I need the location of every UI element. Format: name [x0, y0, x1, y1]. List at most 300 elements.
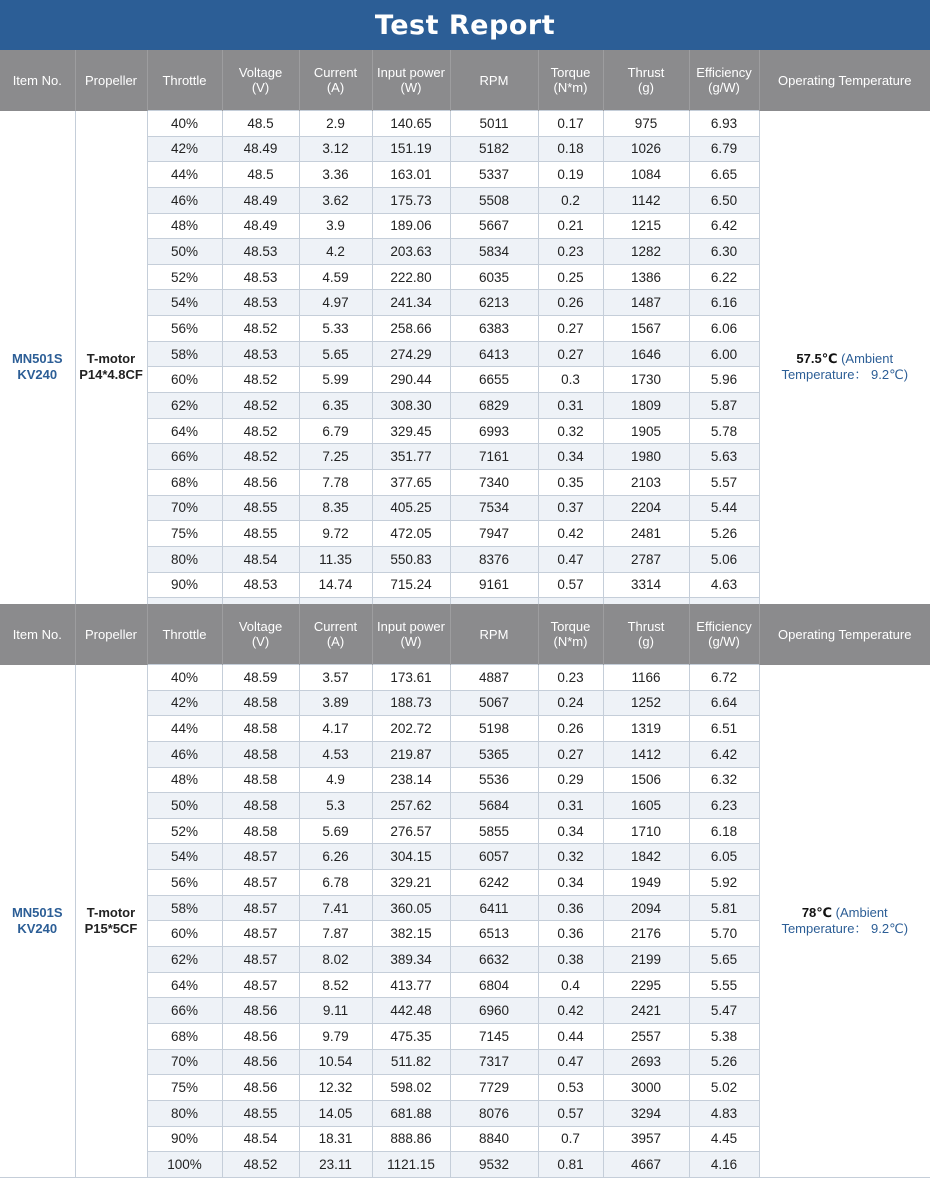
voltage-cell: 48.49: [222, 187, 299, 213]
operating-temperature-header: [759, 50, 930, 111]
input-power-cell: 511.82: [372, 1049, 450, 1075]
operating-temperature: [760, 905, 930, 937]
current-cell: 4.2: [299, 239, 372, 265]
torque-cell: 0.53: [538, 1075, 603, 1101]
input-power-cell: 550.83: [372, 546, 450, 572]
thrust-cell: 1215: [603, 213, 689, 239]
input-power-cell: 681.88: [372, 1100, 450, 1126]
temperature-value: 78℃: [802, 905, 832, 920]
header-label: Input power: [377, 65, 445, 80]
torque-header: [538, 604, 603, 665]
thrust-cell: 3314: [603, 572, 689, 598]
current-cell: 3.57: [299, 665, 372, 691]
voltage-header: [222, 50, 299, 111]
current-cell: 3.12: [299, 136, 372, 162]
current-cell: 6.79: [299, 418, 372, 444]
thrust-cell: 2693: [603, 1049, 689, 1075]
current-cell: 4.59: [299, 264, 372, 290]
throttle-cell: 80%: [147, 1100, 222, 1126]
throttle-cell: 66%: [147, 444, 222, 470]
input-power-cell: 888.86: [372, 1126, 450, 1152]
efficiency-cell: 5.78: [689, 418, 759, 444]
throttle-cell: 70%: [147, 495, 222, 521]
report-title: Test Report: [0, 0, 930, 50]
rpm-cell: 6413: [450, 341, 538, 367]
input-power-cell: 219.87: [372, 741, 450, 767]
rpm-cell: 6057: [450, 844, 538, 870]
current-cell: 11.35: [299, 546, 372, 572]
input-power-cell: 188.73: [372, 690, 450, 716]
current-header: [299, 604, 372, 665]
torque-cell: 0.17: [538, 111, 603, 137]
thrust-cell: 1506: [603, 767, 689, 793]
propeller-cell: [75, 665, 147, 1178]
thrust-cell: 2204: [603, 495, 689, 521]
voltage-cell: 48.57: [222, 870, 299, 896]
test-table: [0, 604, 930, 1178]
input-power-cell: 203.63: [372, 239, 450, 265]
rpm-cell: 5182: [450, 136, 538, 162]
propeller-model: P15*5CF: [85, 921, 138, 936]
voltage-cell: 48.52: [222, 316, 299, 342]
thrust-cell: 2176: [603, 921, 689, 947]
thrust-cell: 2094: [603, 895, 689, 921]
item-no-cell: [0, 111, 75, 624]
table-row: [0, 111, 930, 137]
thrust-cell: 1905: [603, 418, 689, 444]
test-table: [0, 50, 930, 624]
input-power-cell: 413.77: [372, 972, 450, 998]
current-cell: 6.26: [299, 844, 372, 870]
torque-cell: 0.21: [538, 213, 603, 239]
torque-cell: 0.32: [538, 844, 603, 870]
efficiency-cell: 6.72: [689, 665, 759, 691]
throttle-cell: 70%: [147, 1049, 222, 1075]
throttle-cell: 58%: [147, 341, 222, 367]
propeller-header: [75, 50, 147, 111]
throttle-cell: 68%: [147, 469, 222, 495]
voltage-cell: 48.57: [222, 947, 299, 973]
throttle-cell: 56%: [147, 316, 222, 342]
torque-cell: 0.36: [538, 895, 603, 921]
item-model: MN501S: [12, 905, 63, 920]
thrust-cell: 975: [603, 111, 689, 137]
propeller: [76, 351, 147, 383]
operating-temperature-cell: [759, 111, 930, 624]
item-kv: KV240: [17, 367, 57, 382]
rpm-cell: 6213: [450, 290, 538, 316]
rpm-cell: 6960: [450, 998, 538, 1024]
header-label: Throttle: [162, 627, 206, 642]
input-power-cell: 382.15: [372, 921, 450, 947]
torque-cell: 0.26: [538, 716, 603, 742]
throttle-cell: 60%: [147, 367, 222, 393]
thrust-cell: 1710: [603, 818, 689, 844]
table-row: [0, 665, 930, 691]
voltage-header: [222, 604, 299, 665]
efficiency-cell: 4.83: [689, 1100, 759, 1126]
ambient-label: (Ambient: [836, 905, 888, 920]
torque-cell: 0.27: [538, 741, 603, 767]
throttle-cell: 90%: [147, 1126, 222, 1152]
voltage-cell: 48.53: [222, 290, 299, 316]
voltage-cell: 48.53: [222, 572, 299, 598]
propeller: [76, 905, 147, 937]
efficiency-cell: 6.65: [689, 162, 759, 188]
torque-header: [538, 50, 603, 111]
rpm-cell: 6804: [450, 972, 538, 998]
input-power-cell: 715.24: [372, 572, 450, 598]
voltage-cell: 48.56: [222, 1023, 299, 1049]
torque-cell: 0.36: [538, 921, 603, 947]
thrust-cell: 1730: [603, 367, 689, 393]
efficiency-cell: 4.45: [689, 1126, 759, 1152]
torque-cell: 0.37: [538, 495, 603, 521]
efficiency-header: [689, 50, 759, 111]
item-no: [0, 351, 75, 383]
item-no-cell: [0, 665, 75, 1178]
rpm-cell: 6829: [450, 393, 538, 419]
efficiency-cell: 5.02: [689, 1075, 759, 1101]
voltage-cell: 48.56: [222, 1075, 299, 1101]
header-label: (W): [401, 80, 422, 95]
propeller-header: [75, 604, 147, 665]
voltage-cell: 48.53: [222, 264, 299, 290]
efficiency-cell: 6.05: [689, 844, 759, 870]
efficiency-cell: 5.55: [689, 972, 759, 998]
item-no: [0, 905, 75, 937]
rpm-cell: 5198: [450, 716, 538, 742]
header-label: Current: [314, 619, 357, 634]
torque-cell: 0.19: [538, 162, 603, 188]
throttle-cell: 75%: [147, 1075, 222, 1101]
throttle-cell: 42%: [147, 690, 222, 716]
current-cell: 4.97: [299, 290, 372, 316]
efficiency-cell: 5.81: [689, 895, 759, 921]
input-power-cell: 257.62: [372, 793, 450, 819]
efficiency-cell: 5.65: [689, 947, 759, 973]
ambient-label: (Ambient: [841, 351, 893, 366]
thrust-cell: 1980: [603, 444, 689, 470]
voltage-cell: 48.54: [222, 546, 299, 572]
rpm-cell: 6411: [450, 895, 538, 921]
torque-cell: 0.44: [538, 1023, 603, 1049]
efficiency-cell: 4.63: [689, 572, 759, 598]
input-power-cell: 241.34: [372, 290, 450, 316]
input-power-cell: 173.61: [372, 665, 450, 691]
header-label: Item No.: [13, 73, 62, 88]
input-power-cell: 308.30: [372, 393, 450, 419]
current-cell: 4.17: [299, 716, 372, 742]
input-power-cell: 163.01: [372, 162, 450, 188]
efficiency-cell: 6.18: [689, 818, 759, 844]
item-model: MN501S: [12, 351, 63, 366]
current-cell: 3.62: [299, 187, 372, 213]
torque-cell: 0.32: [538, 418, 603, 444]
rpm-cell: 8076: [450, 1100, 538, 1126]
header-label: Throttle: [162, 73, 206, 88]
efficiency-cell: 6.64: [689, 690, 759, 716]
header-label: Input power: [377, 619, 445, 634]
current-cell: 3.89: [299, 690, 372, 716]
input-power-cell: 405.25: [372, 495, 450, 521]
test-section-1: [0, 50, 930, 624]
thrust-cell: 4667: [603, 1152, 689, 1178]
efficiency-cell: 4.16: [689, 1152, 759, 1178]
throttle-cell: 40%: [147, 111, 222, 137]
torque-cell: 0.4: [538, 972, 603, 998]
torque-cell: 0.24: [538, 690, 603, 716]
rpm-cell: 8840: [450, 1126, 538, 1152]
current-cell: 14.74: [299, 572, 372, 598]
thrust-cell: 3294: [603, 1100, 689, 1126]
rpm-cell: 8376: [450, 546, 538, 572]
rpm-cell: 9161: [450, 572, 538, 598]
efficiency-cell: 5.47: [689, 998, 759, 1024]
thrust-cell: 1646: [603, 341, 689, 367]
current-cell: 14.05: [299, 1100, 372, 1126]
propeller-brand: T-motor: [87, 351, 135, 366]
thrust-cell: 1319: [603, 716, 689, 742]
current-cell: 3.36: [299, 162, 372, 188]
current-cell: 5.33: [299, 316, 372, 342]
torque-cell: 0.7: [538, 1126, 603, 1152]
current-cell: 8.52: [299, 972, 372, 998]
propeller-model: P14*4.8CF: [79, 367, 143, 382]
rpm-cell: 9532: [450, 1152, 538, 1178]
item-no-header: [0, 604, 75, 665]
throttle-cell: 58%: [147, 895, 222, 921]
thrust-cell: 1386: [603, 264, 689, 290]
voltage-cell: 48.53: [222, 341, 299, 367]
throttle-cell: 42%: [147, 136, 222, 162]
efficiency-cell: 6.42: [689, 741, 759, 767]
voltage-cell: 48.58: [222, 741, 299, 767]
input-power-cell: 274.29: [372, 341, 450, 367]
efficiency-cell: 6.00: [689, 341, 759, 367]
current-cell: 2.9: [299, 111, 372, 137]
input-power-cell: 472.05: [372, 521, 450, 547]
input-power-cell: 377.65: [372, 469, 450, 495]
header-label: (g): [638, 634, 654, 649]
rpm-cell: 6632: [450, 947, 538, 973]
current-cell: 7.87: [299, 921, 372, 947]
current-cell: 23.11: [299, 1152, 372, 1178]
item-kv: KV240: [17, 921, 57, 936]
efficiency-header: [689, 604, 759, 665]
thrust-cell: 1412: [603, 741, 689, 767]
throttle-cell: 48%: [147, 767, 222, 793]
rpm-cell: 6513: [450, 921, 538, 947]
throttle-cell: 64%: [147, 972, 222, 998]
throttle-cell: 48%: [147, 213, 222, 239]
input-power-cell: 304.15: [372, 844, 450, 870]
rpm-cell: 5667: [450, 213, 538, 239]
efficiency-cell: 5.26: [689, 521, 759, 547]
rpm-cell: 6242: [450, 870, 538, 896]
test-section-2: [0, 604, 930, 1178]
throttle-cell: 90%: [147, 572, 222, 598]
thrust-cell: 1605: [603, 793, 689, 819]
throttle-cell: 52%: [147, 818, 222, 844]
input-power-cell: 389.34: [372, 947, 450, 973]
throttle-cell: 62%: [147, 393, 222, 419]
thrust-header: [603, 50, 689, 111]
current-cell: 3.9: [299, 213, 372, 239]
temperature-value: 57.5℃: [796, 351, 837, 366]
header-label: (W): [401, 634, 422, 649]
throttle-cell: 64%: [147, 418, 222, 444]
header-label: (A): [327, 80, 344, 95]
voltage-cell: 48.52: [222, 418, 299, 444]
torque-cell: 0.57: [538, 572, 603, 598]
ambient-temperature: Temperature： 9.2℃): [781, 921, 908, 936]
efficiency-cell: 6.16: [689, 290, 759, 316]
efficiency-cell: 6.30: [689, 239, 759, 265]
rpm-cell: 7947: [450, 521, 538, 547]
throttle-cell: 44%: [147, 716, 222, 742]
efficiency-cell: 5.70: [689, 921, 759, 947]
input-power-cell: 442.48: [372, 998, 450, 1024]
thrust-cell: 2481: [603, 521, 689, 547]
throttle-cell: 80%: [147, 546, 222, 572]
voltage-cell: 48.56: [222, 1049, 299, 1075]
efficiency-cell: 6.93: [689, 111, 759, 137]
efficiency-cell: 6.51: [689, 716, 759, 742]
efficiency-cell: 6.23: [689, 793, 759, 819]
current-cell: 4.53: [299, 741, 372, 767]
thrust-cell: 1084: [603, 162, 689, 188]
torque-cell: 0.35: [538, 469, 603, 495]
voltage-cell: 48.59: [222, 665, 299, 691]
header-label: Operating Temperature: [778, 627, 911, 642]
header-label: Operating Temperature: [778, 73, 911, 88]
thrust-cell: 1567: [603, 316, 689, 342]
rpm-cell: 7534: [450, 495, 538, 521]
efficiency-cell: 5.26: [689, 1049, 759, 1075]
throttle-header: [147, 50, 222, 111]
efficiency-cell: 5.63: [689, 444, 759, 470]
operating-temperature-cell: [759, 665, 930, 1178]
rpm-cell: 6383: [450, 316, 538, 342]
header-label: (N*m): [554, 80, 588, 95]
torque-cell: 0.25: [538, 264, 603, 290]
input-power-cell: 1121.15: [372, 1152, 450, 1178]
thrust-cell: 1949: [603, 870, 689, 896]
current-cell: 7.41: [299, 895, 372, 921]
header-label: (g/W): [708, 80, 740, 95]
header-label: (V): [252, 80, 269, 95]
voltage-cell: 48.58: [222, 793, 299, 819]
header-label: Thrust: [628, 65, 665, 80]
rpm-cell: 5365: [450, 741, 538, 767]
torque-cell: 0.27: [538, 341, 603, 367]
current-cell: 4.9: [299, 767, 372, 793]
torque-cell: 0.23: [538, 665, 603, 691]
torque-cell: 0.26: [538, 290, 603, 316]
header-row: [0, 604, 930, 665]
propeller-brand: T-motor: [87, 905, 135, 920]
thrust-header: [603, 604, 689, 665]
current-cell: 10.54: [299, 1049, 372, 1075]
rpm-cell: 7729: [450, 1075, 538, 1101]
header-label: (g/W): [708, 634, 740, 649]
input-power-cell: 329.21: [372, 870, 450, 896]
header-label: Propeller: [85, 627, 137, 642]
rpm-header: [450, 50, 538, 111]
efficiency-cell: 6.06: [689, 316, 759, 342]
header-label: Torque: [551, 619, 591, 634]
item-no-header: [0, 50, 75, 111]
rpm-cell: 5536: [450, 767, 538, 793]
torque-cell: 0.34: [538, 818, 603, 844]
input-power-cell: 360.05: [372, 895, 450, 921]
throttle-cell: 75%: [147, 521, 222, 547]
voltage-cell: 48.58: [222, 818, 299, 844]
torque-cell: 0.18: [538, 136, 603, 162]
torque-cell: 0.31: [538, 793, 603, 819]
header-label: Item No.: [13, 627, 62, 642]
efficiency-cell: 5.44: [689, 495, 759, 521]
input-power-cell: 329.45: [372, 418, 450, 444]
throttle-cell: 66%: [147, 998, 222, 1024]
rpm-header: [450, 604, 538, 665]
input-power-cell: 202.72: [372, 716, 450, 742]
thrust-cell: 1842: [603, 844, 689, 870]
voltage-cell: 48.52: [222, 367, 299, 393]
thrust-cell: 1487: [603, 290, 689, 316]
header-label: Efficiency: [696, 619, 751, 634]
voltage-cell: 48.56: [222, 469, 299, 495]
torque-cell: 0.57: [538, 1100, 603, 1126]
header-label: (A): [327, 634, 344, 649]
input-power-header: [372, 604, 450, 665]
header-label: Efficiency: [696, 65, 751, 80]
current-cell: 8.35: [299, 495, 372, 521]
current-cell: 6.78: [299, 870, 372, 896]
current-cell: 12.32: [299, 1075, 372, 1101]
throttle-cell: 62%: [147, 947, 222, 973]
throttle-cell: 56%: [147, 870, 222, 896]
input-power-cell: 598.02: [372, 1075, 450, 1101]
thrust-cell: 1026: [603, 136, 689, 162]
voltage-cell: 48.52: [222, 444, 299, 470]
torque-cell: 0.47: [538, 1049, 603, 1075]
rpm-cell: 6655: [450, 367, 538, 393]
rpm-cell: 5011: [450, 111, 538, 137]
input-power-cell: 140.65: [372, 111, 450, 137]
voltage-cell: 48.58: [222, 716, 299, 742]
throttle-cell: 40%: [147, 665, 222, 691]
input-power-cell: 290.44: [372, 367, 450, 393]
thrust-cell: 2199: [603, 947, 689, 973]
ambient-temperature: Temperature： 9.2℃): [781, 367, 908, 382]
operating-temperature-header: [759, 604, 930, 665]
throttle-cell: 68%: [147, 1023, 222, 1049]
header-label: Thrust: [628, 619, 665, 634]
header-label: Torque: [551, 65, 591, 80]
thrust-cell: 2295: [603, 972, 689, 998]
current-cell: 9.72: [299, 521, 372, 547]
input-power-cell: 222.80: [372, 264, 450, 290]
rpm-cell: 6993: [450, 418, 538, 444]
thrust-cell: 1166: [603, 665, 689, 691]
voltage-cell: 48.56: [222, 998, 299, 1024]
rpm-cell: 5684: [450, 793, 538, 819]
thrust-cell: 3000: [603, 1075, 689, 1101]
header-label: (N*m): [554, 634, 588, 649]
throttle-header: [147, 604, 222, 665]
